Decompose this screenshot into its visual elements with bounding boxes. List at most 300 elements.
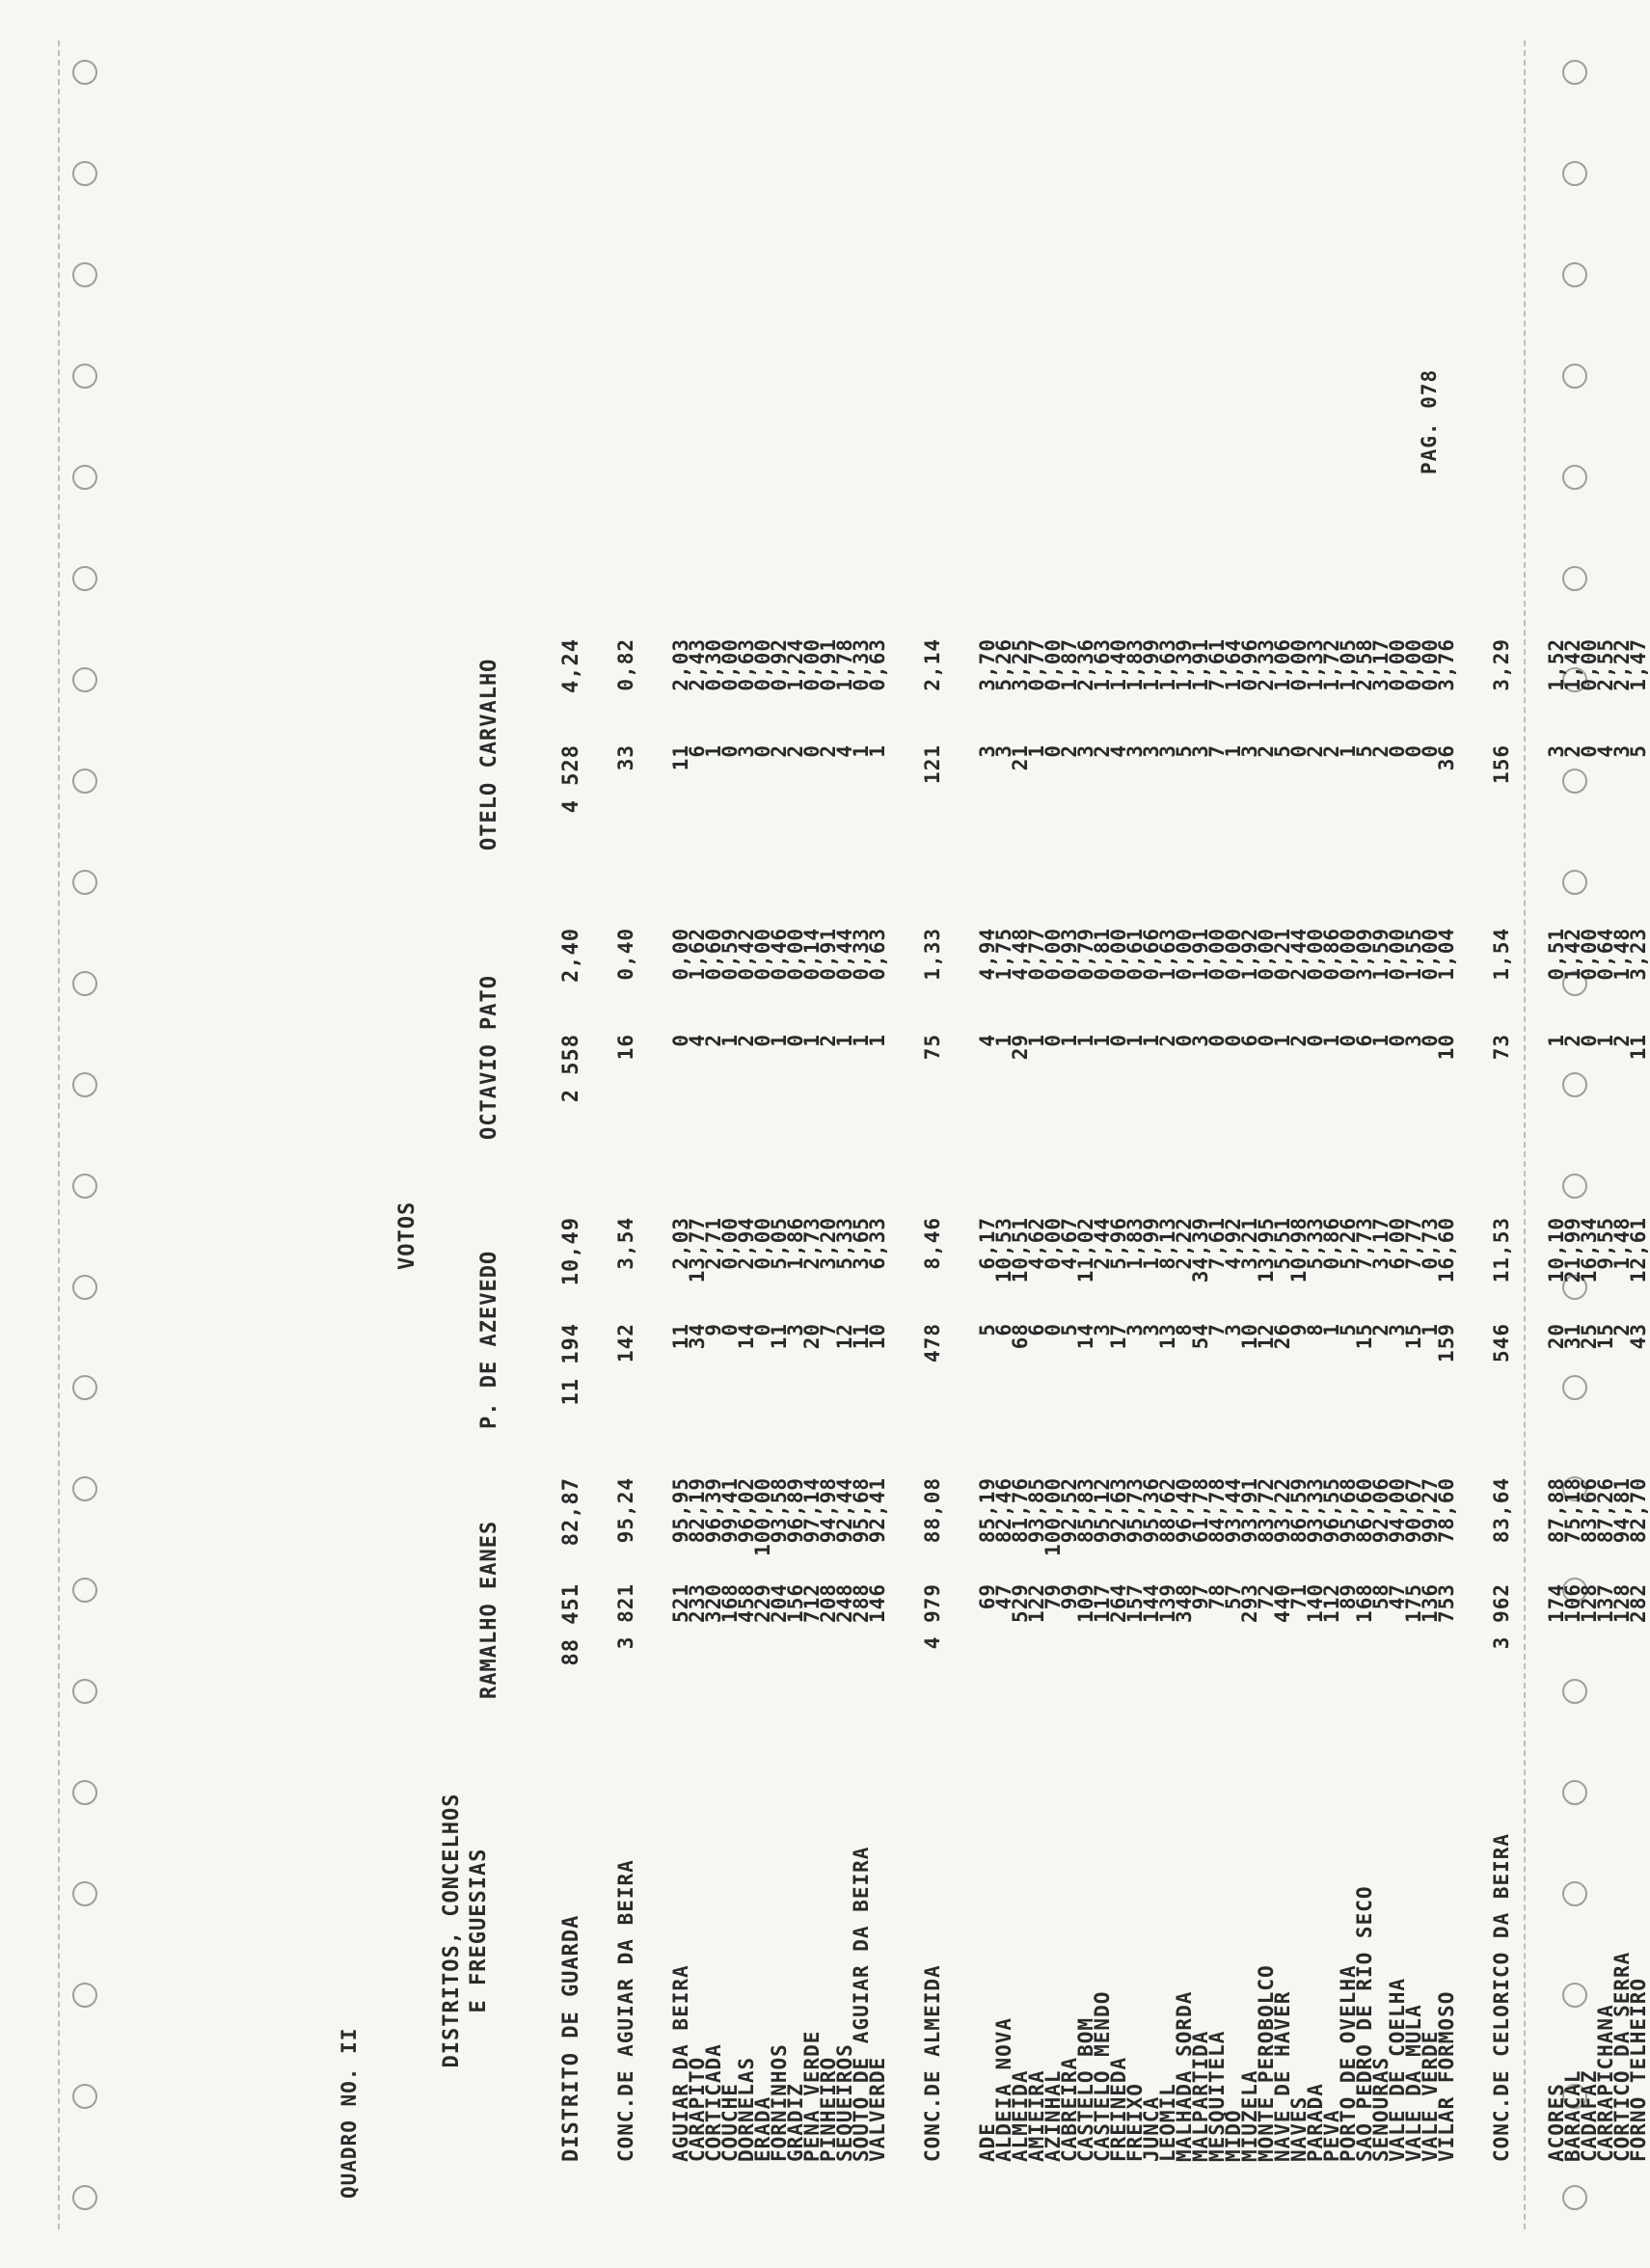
- pato-percent: 0,64: [1594, 928, 1617, 981]
- eanes-votes: 139: [1156, 1583, 1179, 1623]
- pato-votes: 11: [1627, 1034, 1650, 1061]
- pato-votes: 2: [1287, 1034, 1311, 1047]
- row-name: PARADA: [1304, 2083, 1327, 2162]
- pato-percent: 1,62: [686, 928, 709, 981]
- punch-hole: [1562, 2185, 1587, 2210]
- eanes-percent: 86,59: [1287, 1477, 1311, 1544]
- carvalho-votes: 2: [1561, 744, 1584, 758]
- carvalho-percent: 0,00: [800, 638, 824, 691]
- carvalho-percent: 1,40: [1107, 638, 1130, 691]
- azevedo-percent: 2,03: [669, 1217, 692, 1270]
- carvalho-percent: 1,42: [1561, 638, 1584, 691]
- azevedo-votes: 25: [1578, 1323, 1601, 1350]
- eanes-percent: 61,78: [1189, 1477, 1212, 1544]
- eanes-percent: 87,88: [1545, 1477, 1568, 1544]
- punch-hole: [1562, 465, 1587, 490]
- pato-percent: 2,40: [559, 928, 583, 983]
- eanes-percent: 99,27: [1419, 1477, 1442, 1544]
- azevedo-votes: 546: [1490, 1323, 1513, 1363]
- pato-percent: 0,00: [1255, 928, 1278, 981]
- eanes-votes: 264: [1107, 1583, 1130, 1623]
- carvalho-percent: 2,36: [1074, 638, 1097, 691]
- eanes-percent: 94,81: [1610, 1477, 1634, 1544]
- row-name: CARAPITO: [686, 2056, 709, 2162]
- carvalho-votes: 1: [1222, 744, 1245, 758]
- azevedo-votes: 3: [1123, 1323, 1147, 1336]
- pato-percent: 0,91: [817, 928, 840, 981]
- pato-percent: 0,00: [1337, 928, 1360, 981]
- pato-votes: 1: [1271, 1034, 1294, 1047]
- row-name: SOUTO DE AGUIAR DA BEIRA: [850, 1846, 873, 2162]
- carvalho-votes: 3: [1074, 744, 1097, 758]
- eanes-votes: 128: [1610, 1583, 1634, 1623]
- carvalho-votes: 0: [1287, 744, 1311, 758]
- carvalho-percent: 3,29: [1490, 638, 1513, 691]
- punch-hole: [72, 1376, 97, 1401]
- pato-percent: 1,92: [1238, 928, 1261, 981]
- row-name: CARRAPICHANA: [1594, 2004, 1617, 2162]
- pato-votes: 2: [1610, 1034, 1634, 1047]
- azevedo-percent: 8,46: [921, 1217, 944, 1270]
- candidate-header-1: RAMALHO EANES: [477, 1520, 501, 1699]
- carvalho-percent: 0,63: [735, 638, 758, 691]
- pato-percent: 0,33: [850, 928, 873, 981]
- pato-votes: 0: [1107, 1034, 1130, 1047]
- eanes-percent: 96,02: [735, 1477, 758, 1544]
- carvalho-votes: 0: [1041, 744, 1065, 758]
- carvalho-votes: 3: [976, 744, 999, 758]
- eanes-percent: 95,12: [1091, 1477, 1114, 1544]
- carvalho-percent: 0,30: [702, 638, 725, 691]
- azevedo-percent: 10,49: [559, 1217, 583, 1286]
- pato-percent: 0,79: [1074, 928, 1097, 981]
- pato-percent: 0,63: [866, 928, 889, 981]
- eanes-votes: 282: [1627, 1583, 1650, 1623]
- row-name: AZINHAL: [1041, 2069, 1065, 2162]
- votos-header: VOTOS: [395, 1201, 419, 1270]
- pato-percent: 0,00: [751, 928, 774, 981]
- row-name: CONC.DE ALMEIDA: [921, 1964, 944, 2162]
- candidate-header-4: OTELO CARVALHO: [477, 658, 501, 850]
- carvalho-percent: 1,52: [1545, 638, 1568, 691]
- carvalho-votes: 3: [1610, 744, 1634, 758]
- pato-votes: 0: [669, 1034, 692, 1047]
- carvalho-votes: 0: [1402, 744, 1425, 758]
- row-name: CASTELO MENDO: [1091, 1990, 1114, 2162]
- row-name: LEOMIL: [1156, 2083, 1179, 2162]
- eanes-votes: 128: [1578, 1583, 1601, 1623]
- pato-votes: 3: [1189, 1034, 1212, 1047]
- azevedo-votes: 31: [1561, 1323, 1584, 1350]
- pato-percent: 1,04: [1435, 928, 1458, 981]
- eanes-percent: 92,63: [1107, 1477, 1130, 1544]
- azevedo-votes: 478: [921, 1323, 944, 1363]
- carvalho-percent: 0,00: [1386, 638, 1409, 691]
- row-name: DORNELAS: [735, 2056, 758, 2162]
- carvalho-percent: 1,39: [1173, 638, 1196, 691]
- eanes-votes: 106: [1561, 1583, 1584, 1623]
- pato-percent: 1,33: [921, 928, 944, 981]
- row-name: SEQUEIROS: [833, 2043, 856, 2162]
- eanes-percent: 92,52: [1058, 1477, 1081, 1544]
- eanes-votes: 88 451: [559, 1583, 583, 1666]
- azevedo-percent: 7,73: [1353, 1217, 1376, 1270]
- azevedo-votes: 0: [718, 1323, 742, 1336]
- eanes-votes: 136: [1419, 1583, 1442, 1623]
- eanes-percent: 99,41: [718, 1477, 742, 1544]
- pato-votes: 2: [817, 1034, 840, 1047]
- carvalho-votes: 2: [1369, 744, 1393, 758]
- pato-percent: 0,66: [1140, 928, 1163, 981]
- eanes-votes: 248: [833, 1583, 856, 1623]
- pato-votes: 16: [614, 1034, 637, 1061]
- eanes-percent: 88,62: [1156, 1477, 1179, 1544]
- carvalho-percent: 3,70: [976, 638, 999, 691]
- punch-hole: [72, 60, 97, 85]
- azevedo-votes: 14: [735, 1323, 758, 1350]
- eanes-percent: 95,68: [850, 1477, 873, 1544]
- pato-votes: 0: [1337, 1034, 1360, 1047]
- eanes-votes: 137: [1594, 1583, 1617, 1623]
- eanes-votes: 174: [1545, 1583, 1568, 1623]
- punch-hole: [72, 1174, 97, 1199]
- pato-votes: 1: [833, 1034, 856, 1047]
- punch-hole: [72, 2084, 97, 2109]
- punch-hole: [1562, 1983, 1587, 2008]
- row-name: ADE: [976, 2122, 999, 2162]
- eanes-percent: 93,22: [1271, 1477, 1294, 1544]
- row-name: CONC.DE AGUIAR DA BEIRA: [614, 1859, 637, 2162]
- row-name: PEVA: [1320, 2109, 1343, 2162]
- azevedo-percent: 1,99: [1140, 1217, 1163, 1270]
- punch-hole: [72, 262, 97, 287]
- quadro-label: QUADRO NO. II: [338, 2027, 361, 2199]
- punch-hole: [1562, 1881, 1587, 1906]
- azevedo-votes: 12: [1255, 1323, 1278, 1350]
- azevedo-percent: 10,51: [1009, 1217, 1032, 1283]
- carvalho-percent: 0,00: [718, 638, 742, 691]
- pato-percent: 0,46: [768, 928, 791, 981]
- eanes-votes: 122: [1025, 1583, 1048, 1623]
- azevedo-percent: 9,55: [1594, 1217, 1617, 1270]
- azevedo-votes: 15: [1594, 1323, 1617, 1350]
- eanes-votes: 97: [1189, 1583, 1212, 1610]
- pato-percent: 3,09: [1353, 928, 1376, 981]
- azevedo-votes: 5: [976, 1323, 999, 1336]
- pato-percent: 0,40: [614, 928, 637, 981]
- pato-percent: 0,00: [1205, 928, 1229, 981]
- azevedo-percent: 4,92: [1222, 1217, 1245, 1270]
- azevedo-votes: 11: [768, 1323, 791, 1350]
- azevedo-percent: 8,13: [1156, 1217, 1179, 1270]
- eanes-percent: 82,87: [559, 1477, 583, 1547]
- carvalho-votes: 2: [1320, 744, 1343, 758]
- pato-percent: 0,00: [1107, 928, 1130, 981]
- pato-votes: 1: [1140, 1034, 1163, 1047]
- eanes-percent: 96,39: [702, 1477, 725, 1544]
- eanes-votes: 229: [751, 1583, 774, 1623]
- eanes-votes: 78: [1205, 1583, 1229, 1610]
- carvalho-votes: 1: [1025, 744, 1048, 758]
- eanes-votes: 712: [800, 1583, 824, 1623]
- carvalho-votes: 3: [1140, 744, 1163, 758]
- eanes-percent: 93,44: [1222, 1477, 1245, 1544]
- pato-percent: 0,61: [1123, 928, 1147, 981]
- carvalho-percent: 1,83: [1123, 638, 1147, 691]
- row-name: PORTO DE OVELHA: [1337, 1964, 1360, 2162]
- pato-votes: 4: [686, 1034, 709, 1047]
- row-name: CADAFAZ: [1578, 2069, 1601, 2162]
- carvalho-percent: 0,00: [1402, 638, 1425, 691]
- pato-percent: 0,00: [1304, 928, 1327, 981]
- eanes-percent: 95,36: [1140, 1477, 1163, 1544]
- carvalho-votes: 3: [992, 744, 1015, 758]
- azevedo-percent: 16,34: [1578, 1217, 1601, 1283]
- azevedo-votes: 1: [1320, 1323, 1343, 1336]
- punch-hole: [1562, 1174, 1587, 1199]
- azevedo-percent: 0,00: [718, 1217, 742, 1270]
- eanes-votes: 440: [1271, 1583, 1294, 1623]
- row-name: ALMEIDA: [1009, 2069, 1032, 2162]
- pato-percent: 0,00: [1578, 928, 1601, 981]
- carvalho-votes: 0: [1578, 744, 1601, 758]
- carvalho-votes: 2: [768, 744, 791, 758]
- carvalho-percent: 0,00: [1578, 638, 1601, 691]
- carvalho-votes: 0: [1386, 744, 1409, 758]
- pato-votes: 0: [1419, 1034, 1442, 1047]
- punch-hole: [1562, 870, 1587, 895]
- eanes-votes: 157: [1123, 1583, 1147, 1623]
- eanes-percent: 92,41: [866, 1477, 889, 1544]
- carvalho-percent: 0,82: [614, 638, 637, 691]
- title-line-2: E FREGUESIAS: [467, 1848, 491, 2013]
- punch-hole: [1562, 364, 1587, 389]
- eanes-votes: 69: [976, 1583, 999, 1610]
- carvalho-percent: 0,00: [1287, 638, 1311, 691]
- azevedo-votes: 6: [992, 1323, 1015, 1336]
- azevedo-votes: 11: [669, 1323, 692, 1350]
- eanes-votes: 168: [718, 1583, 742, 1623]
- carvalho-percent: 0,63: [866, 638, 889, 691]
- row-name: VALE VERDE: [1419, 2030, 1442, 2162]
- punch-hole: [72, 870, 97, 895]
- carvalho-percent: 2,14: [921, 638, 944, 691]
- pato-votes: 2: [1156, 1034, 1179, 1047]
- pato-votes: 73: [1490, 1034, 1513, 1061]
- carvalho-votes: 0: [751, 744, 774, 758]
- carvalho-votes: 3: [1189, 744, 1212, 758]
- azevedo-percent: 11,02: [1074, 1217, 1097, 1283]
- pato-votes: 0: [1205, 1034, 1229, 1047]
- eanes-votes: 57: [1222, 1583, 1245, 1610]
- carvalho-percent: 7,61: [1205, 638, 1229, 691]
- azevedo-votes: 68: [1009, 1323, 1032, 1350]
- pato-percent: 4,94: [976, 928, 999, 981]
- pato-percent: 0,81: [1091, 928, 1114, 981]
- row-name: DISTRITO DE GUARDA: [559, 1914, 583, 2162]
- eanes-percent: 83,66: [1578, 1477, 1601, 1544]
- azevedo-votes: 9: [1287, 1323, 1311, 1336]
- carvalho-percent: 1,72: [1320, 638, 1343, 691]
- eanes-percent: 82,46: [992, 1477, 1015, 1544]
- azevedo-percent: 1,48: [1610, 1217, 1634, 1270]
- pato-votes: 1: [1594, 1034, 1617, 1047]
- row-name: MONTE PEROBOLCO: [1255, 1964, 1278, 2162]
- carvalho-votes: 3: [735, 744, 758, 758]
- azevedo-votes: 2: [1610, 1323, 1634, 1336]
- pato-percent: 1,59: [1369, 928, 1393, 981]
- azevedo-votes: 6: [1025, 1323, 1048, 1336]
- eanes-votes: 175: [1402, 1583, 1425, 1623]
- carvalho-votes: 7: [1205, 744, 1229, 758]
- pato-percent: 1,42: [1561, 928, 1584, 981]
- punch-hole: [1562, 60, 1587, 85]
- eanes-votes: 146: [866, 1583, 889, 1623]
- azevedo-percent: 5,33: [1304, 1217, 1327, 1270]
- carvalho-votes: 11: [669, 744, 692, 771]
- eanes-percent: 90,67: [1402, 1477, 1425, 1544]
- eanes-votes: 320: [702, 1583, 725, 1623]
- carvalho-votes: 2: [1091, 744, 1114, 758]
- carvalho-votes: 3: [1156, 744, 1179, 758]
- azevedo-votes: 3: [1140, 1323, 1163, 1336]
- eanes-votes: 521: [669, 1583, 692, 1623]
- carvalho-percent: 2,58: [1353, 638, 1376, 691]
- azevedo-percent: 7,77: [1402, 1217, 1425, 1270]
- tractor-holes-top: [72, 60, 111, 2210]
- azevedo-percent: 1,86: [784, 1217, 807, 1270]
- pato-votes: 1: [1369, 1034, 1393, 1047]
- azevedo-votes: 3: [1222, 1323, 1245, 1336]
- pato-percent: 1,75: [992, 928, 1015, 981]
- punch-hole: [72, 1072, 97, 1097]
- azevedo-votes: 0: [751, 1323, 774, 1336]
- azevedo-votes: 11: [850, 1323, 873, 1350]
- carvalho-votes: 3: [1238, 744, 1261, 758]
- punch-hole: [72, 1275, 97, 1300]
- carvalho-percent: 1,64: [1222, 638, 1245, 691]
- row-name: SENOURAS: [1369, 2056, 1393, 2162]
- pato-votes: 1: [992, 1034, 1015, 1047]
- carvalho-votes: 2: [1255, 744, 1278, 758]
- row-name: NAVES: [1287, 2095, 1311, 2162]
- page-number: PAG. 078: [1418, 368, 1441, 474]
- carvalho-votes: 5: [1173, 744, 1196, 758]
- pato-votes: 2: [702, 1034, 725, 1047]
- pato-percent: 4,48: [1009, 928, 1032, 981]
- eanes-votes: 458: [735, 1583, 758, 1623]
- carvalho-votes: 5: [1627, 744, 1650, 758]
- eanes-votes: 3 821: [614, 1583, 637, 1650]
- eanes-votes: 4 979: [921, 1583, 944, 1650]
- carvalho-votes: 4 528: [559, 744, 583, 814]
- azevedo-percent: 10,53: [992, 1217, 1015, 1283]
- pato-votes: 75: [921, 1034, 944, 1061]
- azevedo-percent: 10,10: [1545, 1217, 1568, 1283]
- carvalho-percent: 1,78: [833, 638, 856, 691]
- pato-percent: 0,44: [833, 928, 856, 981]
- punch-hole: [72, 971, 97, 996]
- azevedo-percent: 16,60: [1435, 1217, 1458, 1283]
- row-name: MESQUITELA: [1205, 2030, 1229, 2162]
- azevedo-percent: 0,00: [751, 1217, 774, 1270]
- carvalho-votes: 3: [1123, 744, 1147, 758]
- pato-votes: 10: [1435, 1034, 1458, 1061]
- row-name: CABREIRA: [1058, 2056, 1081, 2162]
- carvalho-votes: 1: [866, 744, 889, 758]
- carvalho-votes: 33: [614, 744, 637, 771]
- eanes-votes: 293: [1238, 1583, 1261, 1623]
- eanes-percent: 75,18: [1561, 1477, 1584, 1544]
- carvalho-percent: 1,05: [1337, 638, 1360, 691]
- carvalho-votes: 2: [817, 744, 840, 758]
- pato-percent: 0,59: [718, 928, 742, 981]
- azevedo-percent: 11,53: [1490, 1217, 1513, 1283]
- punch-hole: [72, 769, 97, 794]
- punch-hole: [72, 1679, 97, 1704]
- carvalho-votes: 0: [1419, 744, 1442, 758]
- azevedo-votes: 159: [1435, 1323, 1458, 1363]
- punch-hole: [72, 1476, 97, 1501]
- azevedo-percent: 6,17: [976, 1217, 999, 1270]
- carvalho-votes: 2: [1058, 744, 1081, 758]
- pato-percent: 0,00: [1386, 928, 1409, 981]
- row-name: SAO PEDRO DE RIO SECO: [1353, 1885, 1376, 2162]
- row-name: CORTICADA: [702, 2043, 725, 2162]
- row-name: ERADA: [751, 2095, 774, 2162]
- row-name: PENA VERDE: [800, 2030, 824, 2162]
- eanes-votes: 233: [686, 1583, 709, 1623]
- azevedo-votes: 7: [1205, 1323, 1229, 1336]
- perforation-bottom: [1524, 40, 1526, 2229]
- carvalho-percent: 0,00: [1041, 638, 1065, 691]
- eanes-votes: 47: [992, 1583, 1015, 1610]
- eanes-percent: 88,08: [921, 1477, 944, 1544]
- row-name: NAVE DE HAVER: [1271, 1990, 1294, 2162]
- azevedo-votes: 142: [614, 1323, 637, 1363]
- carvalho-votes: 4: [1107, 744, 1130, 758]
- azevedo-percent: 6,00: [1386, 1217, 1409, 1270]
- azevedo-percent: 5,33: [833, 1217, 856, 1270]
- carvalho-percent: 1,06: [1271, 638, 1294, 691]
- eanes-percent: 96,55: [1320, 1477, 1343, 1544]
- pato-votes: 1: [1123, 1034, 1147, 1047]
- azevedo-percent: 2,44: [1091, 1217, 1114, 1270]
- row-name: CORTICO DA SERRA: [1610, 1951, 1634, 2162]
- pato-percent: 0,00: [1222, 928, 1245, 981]
- pato-votes: 29: [1009, 1034, 1032, 1061]
- pato-votes: 6: [1353, 1034, 1376, 1047]
- punch-hole: [72, 1983, 97, 2008]
- carvalho-percent: 2,55: [1594, 638, 1617, 691]
- azevedo-votes: 3: [784, 1323, 807, 1336]
- punch-hole: [1562, 161, 1587, 186]
- carvalho-votes: 6: [686, 744, 709, 758]
- pato-votes: 3: [1402, 1034, 1425, 1047]
- pato-percent: 3,23: [1627, 928, 1650, 981]
- azevedo-percent: 7,61: [1205, 1217, 1229, 1270]
- punch-hole: [72, 566, 97, 591]
- azevedo-votes: 5: [1058, 1323, 1081, 1336]
- pato-percent: 0,77: [1025, 928, 1048, 981]
- punch-hole: [72, 1881, 97, 1906]
- eanes-percent: 84,78: [1205, 1477, 1229, 1544]
- eanes-percent: 83,72: [1255, 1477, 1278, 1544]
- carvalho-votes: 2: [784, 744, 807, 758]
- pato-votes: 1: [1320, 1034, 1343, 1047]
- eanes-votes: 529: [1009, 1583, 1032, 1623]
- carvalho-percent: 1,63: [1156, 638, 1179, 691]
